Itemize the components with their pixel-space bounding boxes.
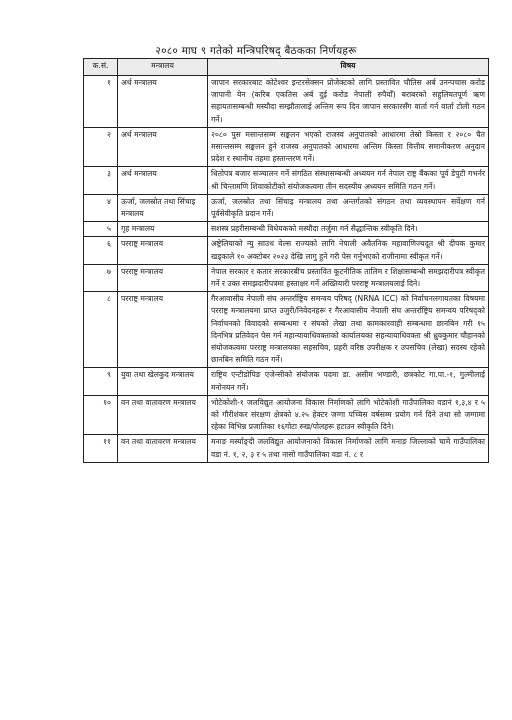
row-serial: ५ — [84, 222, 118, 237]
row-ministry: वन तथा वातावरण मन्त्रालय — [118, 435, 208, 462]
row-ministry: अर्थ मन्त्रालय — [118, 167, 208, 194]
table-row — [84, 194, 489, 221]
row-ministry: परराष्ट्र मन्त्रालय — [118, 292, 208, 368]
table-row — [84, 127, 489, 167]
page-title: २०८० माघ ९ गतेको मन्त्रिपरिषद् बैठकका निर्णयहरू — [155, 45, 357, 57]
row-ministry: परराष्ट्र मन्त्रालय — [118, 237, 208, 264]
table-header-row — [84, 59, 489, 76]
row-subject: मनाङ मर्स्याङ्दी जलविद्युत आयोजनाको विकास निर्माणको लागि मनाङ जिल्लाको चामे गाउँपालिका वडा नं. १, २, ३ र ५ तथा नासो गाउँपालिका वडा नं. ८ र — [208, 435, 489, 462]
table-row — [84, 395, 489, 435]
row-serial: ९ — [84, 368, 118, 395]
row-ministry: अर्थ मन्त्रालय — [118, 127, 208, 167]
table-row — [84, 435, 489, 462]
row-serial: ३ — [84, 167, 118, 194]
row-ministry: वन तथा वातावरण मन्त्रालय — [118, 395, 208, 435]
table-row — [84, 76, 489, 128]
row-serial: २ — [84, 127, 118, 167]
row-subject: सशस्त्र प्रहरीसम्बन्धी विधेयकको मस्यौदा तर्जुमा गर्न सैद्धान्तिक स्वीकृति दिने। — [208, 222, 489, 237]
row-subject: नेपाल सरकार र कतार सरकारबीच प्रस्तावित कूटनीतिक तालिम र शिक्षासम्बन्धी समझदारीपत्र स्वीकृत गर्ने र उक्त समझदारीपत्रमा हस्ताक्षर गर्ने अख्तियारी परराष्ट्र मन्त्रालयलाई दिने। — [208, 264, 489, 291]
row-subject: अष्ट्रेलियाको न्यु साउथ वेल्स राज्यको लागि नेपाली अवैतनिक महावाणिज्यदूत श्री दीपक कुमार खड्काले १० अक्टोबर २०२३ देखि लागु हुने गरी पेस गर्नुभएको राजीनामा स्वीकृत गर्ने। — [208, 237, 489, 264]
table-row — [84, 368, 489, 395]
row-serial: १ — [84, 76, 118, 128]
row-subject: २०८० पुस मसान्तसम्म सङ्कलन भएको राजस्व अनुपातको आधारमा तेस्रो किस्ता र २०८० चैत मसान्तसम्म सङ्कलन हुने राजस्व अनुपातको आधारमा अन्तिम किस्ता वित्तीय समानीकरण अनुदान प्रदेश र स्थानीय तहमा हस्तान्तरण गर्ने। — [208, 127, 489, 167]
row-ministry: गृह मन्त्रालय — [118, 222, 208, 237]
table-row — [84, 292, 489, 368]
row-serial: ७ — [84, 264, 118, 291]
header-subject: विषय — [208, 59, 489, 76]
row-ministry: ऊर्जा, जलस्रोत तथा सिंचाइ मन्त्रालय — [118, 194, 208, 221]
row-ministry: परराष्ट्र मन्त्रालय — [118, 264, 208, 291]
row-ministry: युवा तथा खेलकुद मन्त्रालय — [118, 368, 208, 395]
table-row — [84, 264, 489, 291]
row-subject: धितोपत्र बजार सञ्चालन गर्ने संगठित संस्थासम्बन्धी अध्ययन गर्न नेपाल राष्ट्र बैंकका पूर्व डेपुटी गभर्नर श्री चिन्तामणि शिवाकोटीको संयोजकत्वमा तीन सदस्यीय अध्ययन समिति गठन गर्ने। — [208, 167, 489, 194]
row-serial: ६ — [84, 237, 118, 264]
table-row — [84, 222, 489, 237]
row-serial: १० — [84, 395, 118, 435]
row-subject: ऊर्जा, जलस्रोत तथा सिंचाइ मन्त्रालय तथा अन्तर्गतको संगठन तथा व्यवस्थापन सर्वेक्षण गर्न पूर्वसेवीकृति प्रदान गर्ने। — [208, 194, 489, 221]
row-subject: गैरआवासीय नेपाली संघ अन्तर्राष्ट्रिय समन्वय परिषद् (NRNA ICC) को निर्वाचनलगायतका विषयमा परराष्ट्र मन्त्रालयमा प्राप्त उजुरी/निवेदनहरू र गैरआवासीय नेपाली संघ अन्तर्राष्ट्रिय समन्वय परिषद्को निर्वाचनको विवादको सम्बन्धमा र संघको लेखा तथा कामकारवाही सम्बन्धमा छानबिन गरी १५ दिनभित्र प्रतिवेदन पेस गर्न महान्यायाधिवक्ताको कार्यालयका सहन्यायाधिवक्ता श्री ध्रुवकुमार चौहानको संयोजकत्वमा परराष्ट्र मन्त्रालयका सहसचिव, प्रहरी वरिष्ठ उपरीक्षक र उपसचिव (लेखा) सदस्य रहेको छानबिन समिति गठन गर्ने। — [208, 292, 489, 368]
row-subject: राष्ट्रिय एन्टीडोपिङ एजेन्सीको संयोजक पदमा डा. असीम भण्डारी, छत्रकोट गा.पा.-१, गुल्मीलाई मनोनयन गर्ने। — [208, 368, 489, 395]
table-row — [84, 167, 489, 194]
row-serial: ८ — [84, 292, 118, 368]
decisions-table — [83, 58, 489, 463]
row-subject: जापान सरकारबाट कोटेश्वर इन्टरसेक्सन प्रोजेक्टको लागि प्रस्तावित चौतिस अर्ब उनन्पचास करोड जापानी येन (करिब एकतिस अर्ब दुई करोड नेपाली रुपैयाँ) बराबरको सहुलियतपूर्ण ऋण सहायतासम्बन्धी मस्यौदा सम्झौतालाई अन्तिम रूप दिन जापान सरकारसँग वार्ता गर्न वार्ता टोली गठन गर्ने। — [208, 76, 489, 128]
table-row — [84, 237, 489, 264]
header-serial: क.सं. — [84, 59, 118, 76]
row-serial: ११ — [84, 435, 118, 462]
row-serial: ४ — [84, 194, 118, 221]
row-ministry: अर्थ मन्त्रालय — [118, 76, 208, 128]
row-subject: भोटेकोशी-१ जलविद्युत आयोजना विकास निर्माणको लागि भोटेकोशी गाउँपालिका वडानं १,३,४ र ५ को गौरीशंकर संरक्षण क्षेत्रको ४.२५ हेक्टर जग्गा पच्चिस वर्षसम्म प्रयोग गर्न दिने तथा सो जग्गामा रहेका विभिन्न प्रजातिका १६गोटा रुख/पोलहरू हटाउन स्वीकृति दिने। — [208, 395, 489, 435]
header-ministry: मन्त्रालय — [118, 59, 208, 76]
